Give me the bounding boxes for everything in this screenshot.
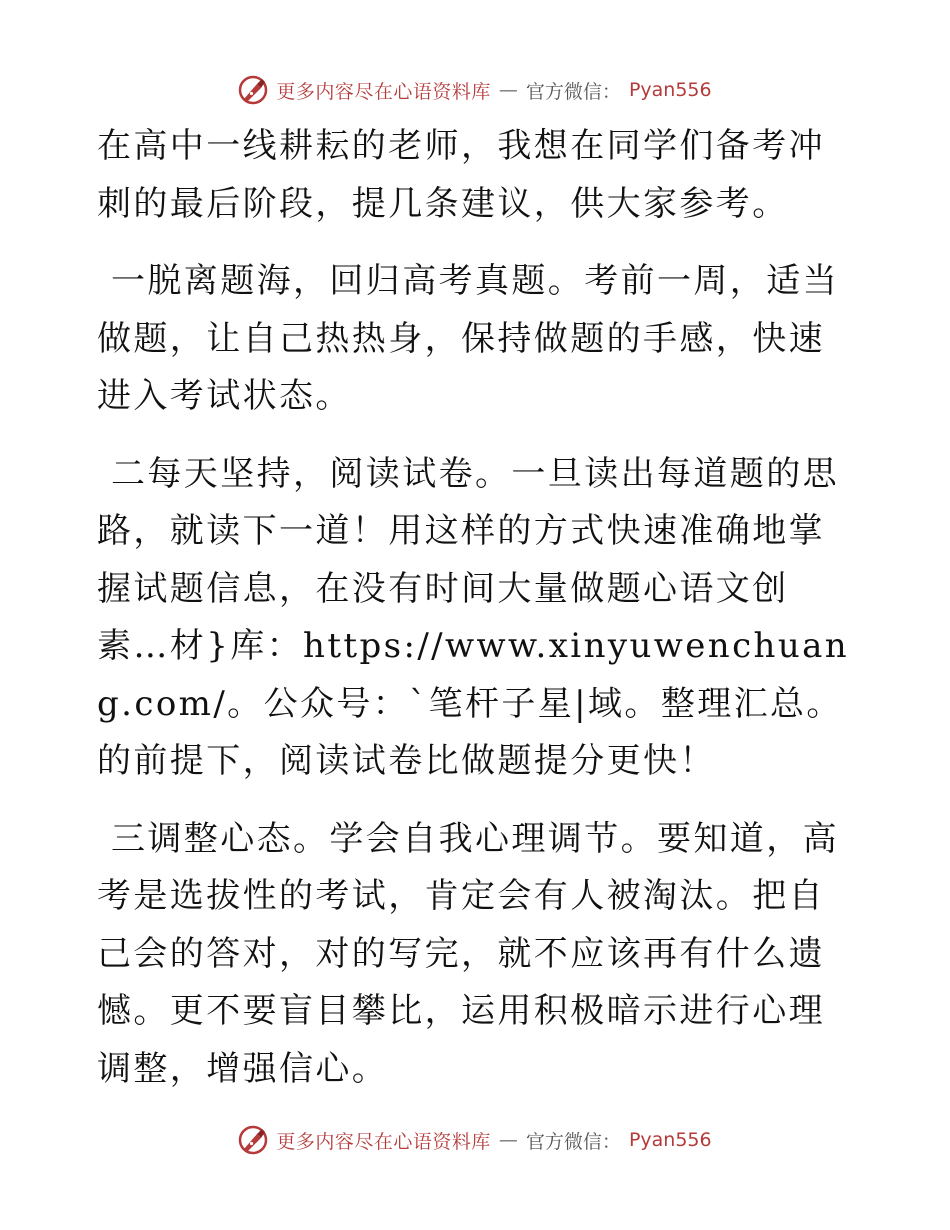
paragraph-tip-2 <box>97 446 857 791</box>
paragraph-text: 在高中一线耕耘的老师，我想在同学们备考冲刺的最后阶段，提几条建议，供大家参考。 <box>97 126 825 224</box>
footer-dash: — <box>498 1129 518 1151</box>
pen-nib-logo-icon <box>238 75 268 105</box>
footer-wechat-id: Pyan556 <box>628 1129 712 1151</box>
header-site-name: 更多内容尽在心语资料库 <box>276 80 491 103</box>
paragraph-tip-3 <box>97 811 857 1099</box>
header-banner <box>0 70 950 110</box>
document-body <box>97 118 857 1118</box>
paragraph-text: 一脱离题海，回归高考真题。考前一周，适当做题，让自己热热身，保持做题的手感，快速进入考试状态。 <box>97 261 839 416</box>
paragraph-tip-1 <box>97 253 857 426</box>
paragraph-intro <box>97 118 857 233</box>
footer-wechat-label: 官方微信： <box>525 1130 621 1153</box>
paragraph-text: 三调整心态。学会自我心理调节。要知道，高考是选拔性的考试，肯定会有人被淘汰。把自己会的答对，对的写完，就不应该再有什么遗憾。更不要盲目攀比，运用积极暗示进行心理调整，增强信心。 <box>97 818 839 1089</box>
footer-site-name: 更多内容尽在心语资料库 <box>276 1130 491 1153</box>
header-dash: — <box>498 79 518 101</box>
pen-nib-logo-icon <box>238 1125 268 1155</box>
footer-banner <box>0 1120 950 1160</box>
header-wechat-id: Pyan556 <box>628 79 712 101</box>
header-wechat-label: 官方微信： <box>525 80 621 103</box>
paragraph-text: 二每天坚持，阅读试卷。一旦读出每道题的思路，就读下一道！用这样的方式快速准确地掌握试题信息，在没有时间大量做题心语文创素…材}库：https://www.xinyuwenchuang.com/。公众号：`笔杆子星|域。整理汇总。的前提下，阅读试卷比做题提分更快！ <box>97 453 850 781</box>
